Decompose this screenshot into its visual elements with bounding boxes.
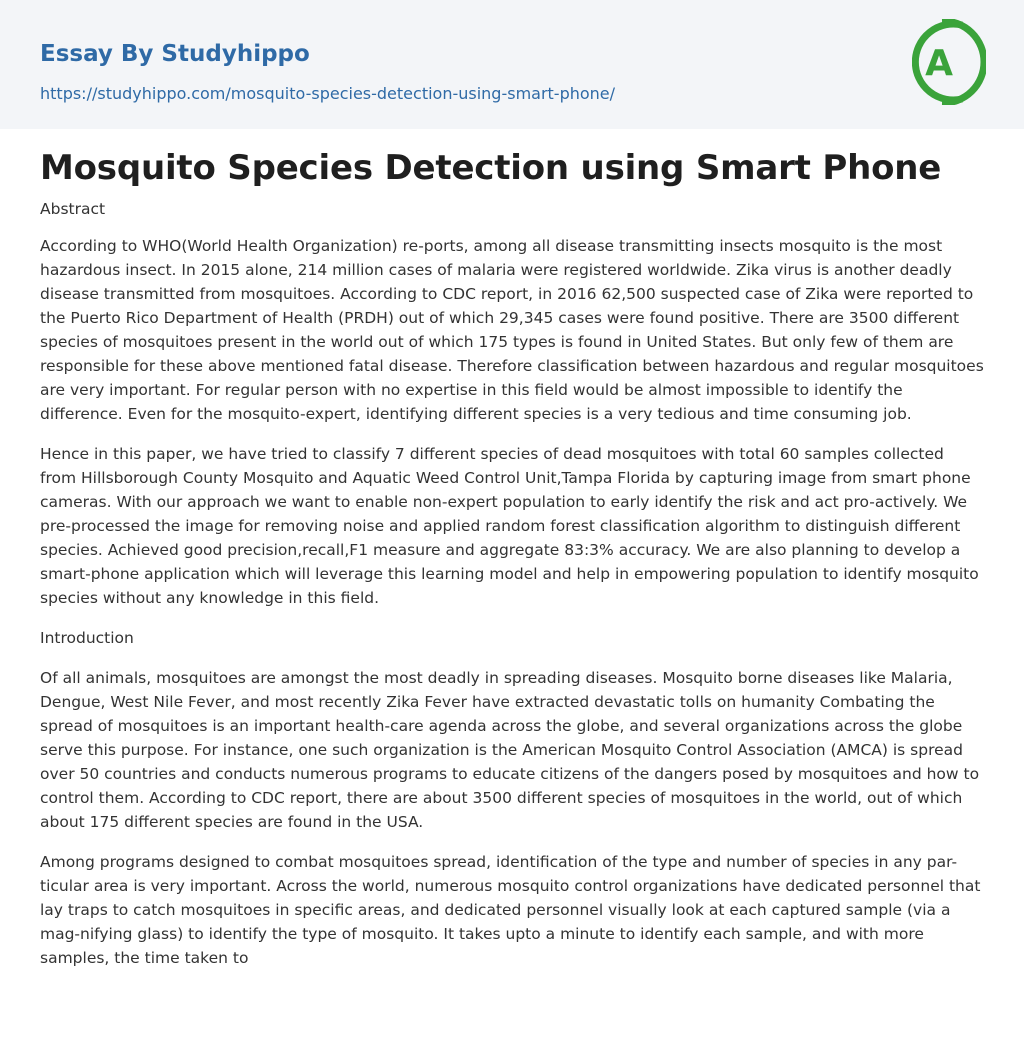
page-url-link[interactable]: https://studyhippo.com/mosquito-species-detection-using-smart-phone/ (40, 84, 616, 103)
paragraph: Among programs designed to combat mosquitoes spread, identification of the type and number of species in any par-ticular area is very important. Across the world, numerous mosquito control organizations have dedicated personnel that lay traps to catch mosquitoes in specific areas, and dedicated personnel visually look at each captured sample (via a mag-nifying glass) to identify the type of mosquito. It takes upto a minute to identify each sample, and with more samples, the time taken to (40, 853, 981, 967)
page-title: Mosquito Species Detection using Smart Phone (40, 148, 942, 188)
brand-link[interactable]: Essay By Studyhippo (40, 41, 310, 67)
abstract-heading: Abstract (40, 200, 106, 218)
logo-letter: A (925, 43, 953, 84)
paragraph: Of all animals, mosquitoes are amongst the most deadly in spreading diseases. Mosquito borne diseases like Malaria, Dengue, West Nile Fever, and most recently Zika Fever have extracted devastatic tolls on humanity Combating the spread of mosquitoes is an important health-care agenda across the globe, and several organizations across the globe serve this purpose. For instance, one such organization is the American Mosquito Control Association (AMCA) is spread over 50 countries and conducts numerous programs to educate citizens of the dangers posed by mosquitoes and how to control them. According to CDC report, there are about 3500 different species of mosquitoes in the world, out of which about 175 different species are found in the USA. (40, 669, 980, 831)
studyhippo-logo-icon[interactable] (912, 19, 986, 105)
article (40, 146, 984, 970)
paragraph: According to WHO(World Health Organization) re-ports, among all disease transmitting insects mosquito is the most hazardous insect. In 2015 alone, 214 million cases of malaria were registered worldwide. Zika virus is another deadly disease transmitted from mosquitoes. According to CDC report, in 2016 62,500 suspected case of Zika were reported to the Puerto Rico Department of Health (PRDH) out of which 29,345 cases were found positive. There are 3500 different species of mosquitoes present in the world out of which 175 types is found in United States. But only few of them are responsible for these above mentioned fatal disease. Therefore classification between hazardous and regular mosquitoes are very important. For regular person with no expertise in this field would be almost impossible to identify the difference. Even for the mosquito-expert, identifying different species is a very tedious and time consuming job. (40, 237, 984, 423)
site-header (0, 0, 1024, 129)
paragraph: Hence in this paper, we have tried to classify 7 different species of dead mosquitoes with total 60 samples collected from Hillsborough County Mosquito and Aquatic Weed Control Unit,Tampa Florida by capturing image from smart phone cameras. With our approach we want to enable non-expert population to early identify the risk and act pro-actively. We pre-processed the image for removing noise and applied random forest classification algorithm to distinguish different species. Achieved good precision,recall,F1 measure and aggregate 83:3% accuracy. We are also planning to develop a smart-phone application which will leverage this learning model and help in empowering population to identify mosquito species without any knowledge in this field. (40, 445, 979, 607)
introduction-heading: Introduction (40, 629, 134, 647)
